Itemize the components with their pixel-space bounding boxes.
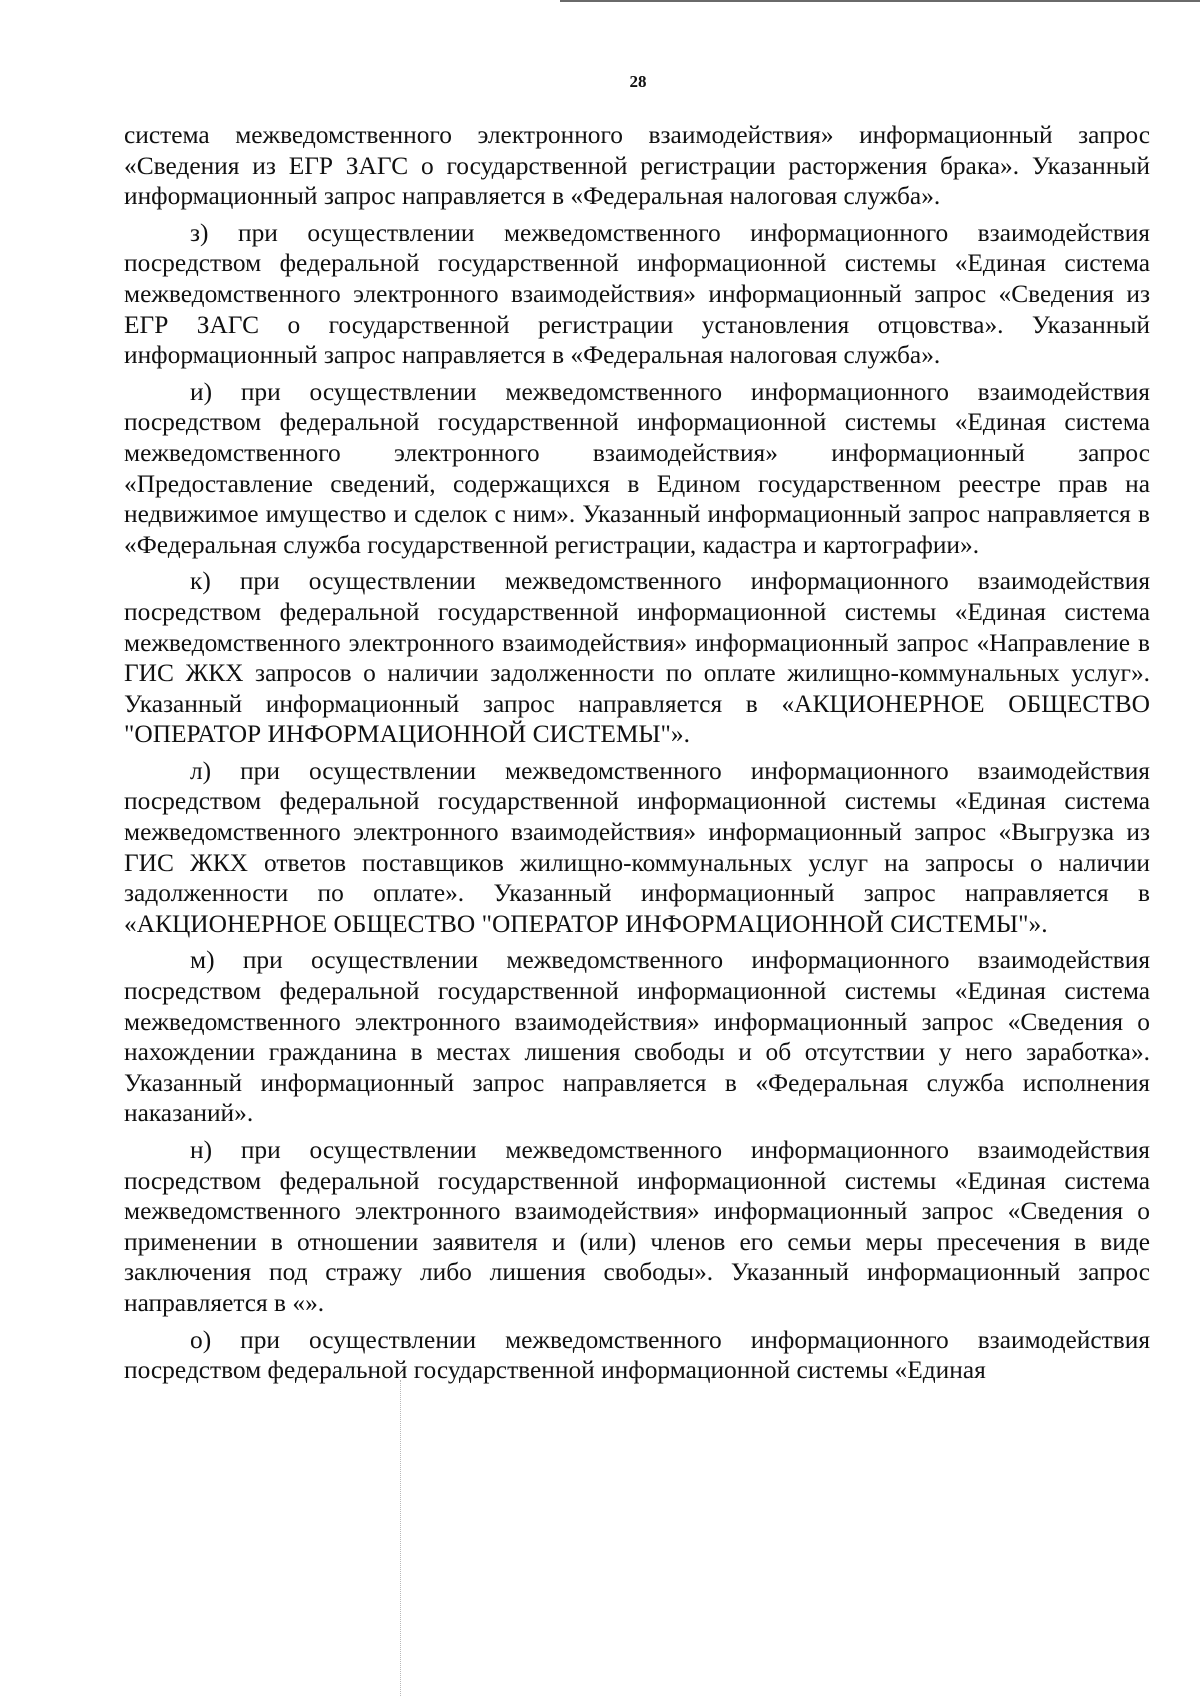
paragraph-item-z: з) при осуществлении межведомственного информационного взаимодействия посредством федеральной государственной информационной системы «Единая система межведомственного электронного взаимодействия» информационный запрос «Сведения из ЕГР ЗАГС о государственной регистрации установления отцовства». Указанный информационный запрос направляется в «Федеральная налоговая служба». xyxy=(124,218,1150,370)
paragraph-item-n: н) при осуществлении межведомственного информационного взаимодействия посредством федеральной государственной информационной системы «Единая система межведомственного электронного взаимодействия» информационный запрос «Сведения о применении в отношении заявителя и (или) членов его семьи меры пресечения в виде заключения под стражу либо лишения свободы». Указанный информационный запрос направляется в «». xyxy=(124,1136,1150,1317)
page-number: 28 xyxy=(629,72,647,91)
document-body xyxy=(124,120,1150,1392)
scan-fold-mark xyxy=(400,1380,401,1696)
paragraph-item-i: и) при осуществлении межведомственного информационного взаимодействия посредством федеральной государственной информационной системы «Единая система межведомственного электронного взаимодействия» информационный запрос «Предоставление сведений, содержащихся в Едином государственном реестре прав на недвижимое имущество и сделок с ним». Указанный информационный запрос направляется в «Федеральная служба государственной регистрации, кадастра и картографии». xyxy=(124,377,1150,559)
paragraph-continuation: система межведомственного электронного взаимодействия» информационный запрос «Сведения из ЕГР ЗАГС о государственной регистрации расторжения брака». Указанный информационный запрос направляется в «Федеральная налоговая служба». xyxy=(124,121,1150,211)
paragraph-item-o: о) при осуществлении межведомственного информационного взаимодействия посредством федеральной государственной информационной системы «Единая xyxy=(124,1325,1150,1385)
scan-edge-line xyxy=(560,0,1200,2)
paragraph-item-m: м) при осуществлении межведомственного информационного взаимодействия посредством федеральной государственной информационной системы «Единая система межведомственного электронного взаимодействия» информационный запрос «Сведения о нахождении гражданина в местах лишения свободы и об отсутствии у него заработка». Указанный информационный запрос направляется в «Федеральная служба исполнения наказаний». xyxy=(124,946,1150,1128)
paragraph-item-k: к) при осуществлении межведомственного информационного взаимодействия посредством федеральной государственной информационной системы «Единая система межведомственного электронного взаимодействия» информационный запрос «Направление в ГИС ЖКХ запросов о наличии задолженности по оплате жилищно-коммунальных услуг». Указанный информационный запрос направляется в «АКЦИОНЕРНОЕ ОБЩЕСТВО "ОПЕРАТОР ИНФОРМАЦИОННОЙ СИСТЕМЫ"». xyxy=(124,567,1150,749)
paragraph-item-l: л) при осуществлении межведомственного информационного взаимодействия посредством федеральной государственной информационной системы «Единая система межведомственного электронного взаимодействия» информационный запрос «Выгрузка из ГИС ЖКХ ответов поставщиков жилищно-коммунальных услуг на запросы о наличии задолженности по оплате». Указанный информационный запрос направляется в «АКЦИОНЕРНОЕ ОБЩЕСТВО "ОПЕРАТОР ИНФОРМАЦИОННОЙ СИСТЕМЫ"». xyxy=(124,756,1150,938)
